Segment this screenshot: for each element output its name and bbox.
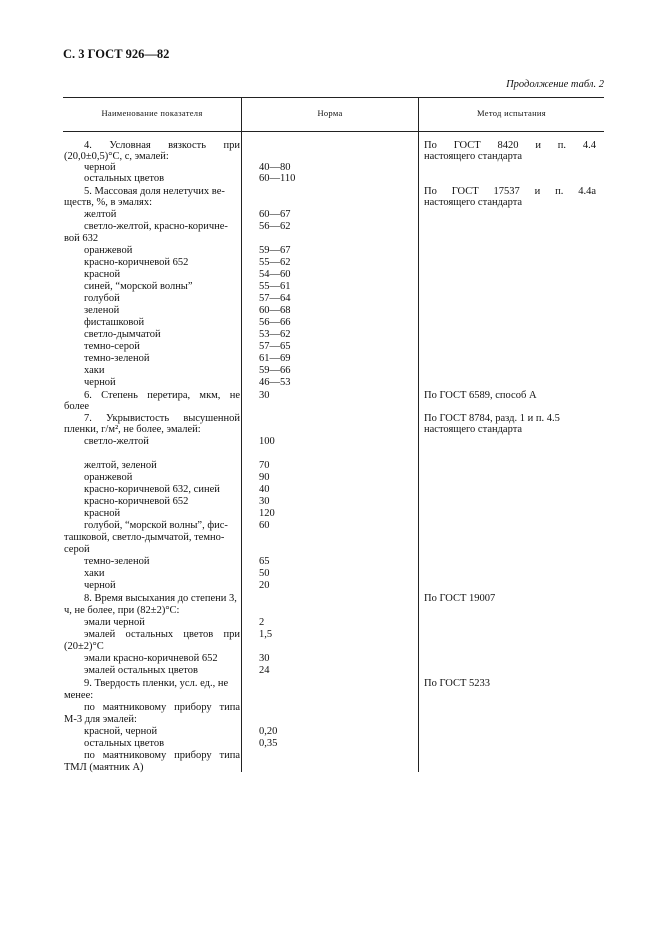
norm-cell: 60—110: [259, 173, 296, 184]
indicator-cell: желтой, зеленой: [84, 460, 157, 471]
indicator-cell: серой: [64, 544, 90, 555]
indicator-cell: 4. Условная вязкость при: [84, 140, 240, 151]
indicator-cell: желтой: [84, 209, 117, 220]
method-cell: По ГОСТ 8784, разд. 1 и п. 4.5: [424, 413, 560, 424]
indicator-cell: светло-дымчатой: [84, 329, 161, 340]
indicator-cell: красной: [84, 269, 121, 280]
norm-cell: 56—66: [259, 317, 291, 328]
method-cell: По ГОСТ 17537 и п. 4.4а: [424, 186, 596, 197]
indicator-cell: красно-коричневой 652: [84, 257, 189, 268]
indicator-cell: менее:: [64, 690, 94, 701]
indicator-cell: эмали черной: [84, 617, 145, 628]
indicator-cell: по маятниковому прибору типа: [84, 702, 240, 713]
norm-cell: 55—61: [259, 281, 291, 292]
indicator-cell: ТМЛ (маятник А): [64, 762, 144, 773]
indicator-cell: эмали красно-коричневой 652: [84, 653, 218, 664]
table-continuation-label: Продолжение табл. 2: [506, 79, 604, 90]
method-cell: настоящего стандарта: [424, 197, 523, 208]
norm-cell: 2: [259, 617, 265, 628]
norm-cell: 65: [259, 556, 270, 567]
norm-cell: 100: [259, 436, 275, 447]
indicator-cell: 9. Твердость пленки, усл. ед., не: [84, 678, 229, 689]
indicator-cell: остальных цветов: [84, 738, 165, 749]
table-header-border: [63, 131, 604, 132]
indicator-cell: (20,0±0,5)°С, с, эмалей:: [64, 151, 169, 162]
norm-cell: 60—67: [259, 209, 291, 220]
norm-cell: 30: [259, 653, 270, 664]
column-header-norm: Норма: [317, 108, 343, 118]
indicator-cell: светло-желтой, красно-коричне-: [84, 221, 228, 232]
indicator-cell: синей, “морской волны”: [84, 281, 193, 292]
norm-cell: 30: [259, 390, 270, 401]
indicator-cell: вой 632: [64, 233, 99, 244]
indicator-cell: хаки: [84, 365, 105, 376]
norm-cell: 60—68: [259, 305, 291, 316]
norm-cell: 57—65: [259, 341, 291, 352]
method-cell: По ГОСТ 19007: [424, 593, 496, 604]
indicator-cell: пленки, г/м², не более, эмалей:: [64, 424, 201, 435]
norm-cell: 60: [259, 520, 270, 531]
norm-cell: 20: [259, 580, 270, 591]
column-divider-2: [418, 97, 419, 772]
method-cell: настоящего стандарта: [424, 151, 523, 162]
norm-cell: 59—66: [259, 365, 291, 376]
indicator-cell: оранжевой: [84, 472, 133, 483]
indicator-cell: красно-коричневой 652: [84, 496, 189, 507]
method-cell: По ГОСТ 8420 и п. 4.4: [424, 140, 596, 151]
norm-cell: 40—80: [259, 162, 291, 173]
column-header-indicator: Наименование показателя: [101, 108, 203, 118]
page-header: С. 3 ГОСТ 926—82: [63, 47, 170, 61]
norm-cell: 53—62: [259, 329, 291, 340]
norm-cell: 56—62: [259, 221, 291, 232]
indicator-cell: 7. Укрывистость высушенной: [84, 413, 240, 424]
norm-cell: 46—53: [259, 377, 291, 388]
indicator-cell: красной, черной: [84, 726, 158, 737]
method-cell: По ГОСТ 6589, способ А: [424, 390, 537, 401]
indicator-cell: эмалей остальных цветов при: [84, 629, 240, 640]
table-top-border: [63, 97, 604, 98]
indicator-cell: светло-желтой: [84, 436, 149, 447]
indicator-cell: зеленой: [84, 305, 120, 316]
indicator-cell: по маятниковому прибору типа: [84, 750, 240, 761]
indicator-cell: темно-серой: [84, 341, 140, 352]
indicator-cell: ществ, %, в эмалях:: [64, 197, 153, 208]
indicator-cell: фисташковой: [84, 317, 145, 328]
indicator-cell: М-3 для эмалей:: [64, 714, 137, 725]
norm-cell: 0,20: [259, 726, 278, 737]
norm-cell: 40: [259, 484, 270, 495]
method-cell: По ГОСТ 5233: [424, 678, 491, 689]
indicator-cell: черной: [84, 162, 116, 173]
norm-cell: 24: [259, 665, 270, 676]
indicator-cell: оранжевой: [84, 245, 133, 256]
indicator-cell: (20±2)°С: [64, 641, 104, 652]
indicator-cell: хаки: [84, 568, 105, 579]
indicator-cell: ч, не более, при (82±2)°С:: [64, 605, 180, 616]
norm-cell: 59—67: [259, 245, 291, 256]
norm-cell: 61—69: [259, 353, 291, 364]
norm-cell: 55—62: [259, 257, 291, 268]
indicator-cell: более: [64, 401, 90, 412]
norm-cell: 120: [259, 508, 275, 519]
indicator-cell: 5. Массовая доля нелетучих ве-: [84, 186, 225, 197]
indicator-cell: голубой, “морской волны”, фис-: [84, 520, 228, 531]
norm-cell: 90: [259, 472, 270, 483]
indicator-cell: остальных цветов: [84, 173, 165, 184]
norm-cell: 0,35: [259, 738, 278, 749]
indicator-cell: 8. Время высыхания до степени 3,: [84, 593, 237, 604]
indicator-cell: темно-зеленой: [84, 556, 150, 567]
norm-cell: 50: [259, 568, 270, 579]
indicator-cell: красно-коричневой 632, синей: [84, 484, 220, 495]
column-header-method: Метод испытания: [477, 108, 546, 118]
indicator-cell: черной: [84, 580, 116, 591]
indicator-cell: темно-зеленой: [84, 353, 150, 364]
indicator-cell: 6. Степень перетира, мкм, не: [84, 390, 240, 401]
method-cell: настоящего стандарта: [424, 424, 523, 435]
norm-cell: 54—60: [259, 269, 291, 280]
norm-cell: 1,5: [259, 629, 273, 640]
norm-cell: 70: [259, 460, 270, 471]
indicator-cell: эмалей остальных цветов: [84, 665, 198, 676]
norm-cell: 57—64: [259, 293, 291, 304]
indicator-cell: черной: [84, 377, 116, 388]
indicator-cell: красной: [84, 508, 121, 519]
indicator-cell: голубой: [84, 293, 120, 304]
indicator-cell: ташковой, светло-дымчатой, темно-: [64, 532, 225, 543]
norm-cell: 30: [259, 496, 270, 507]
